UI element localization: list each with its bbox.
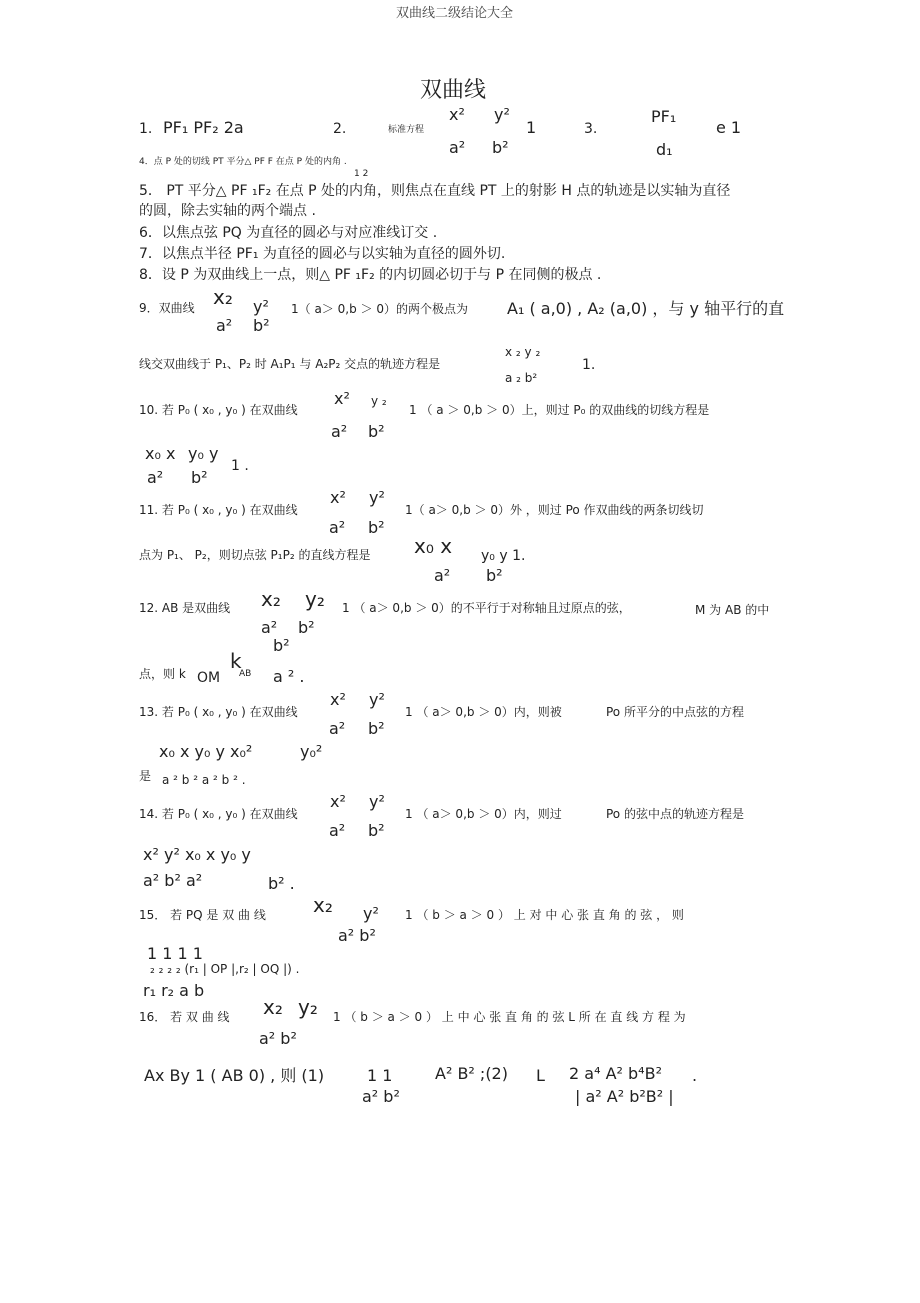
item-16-j: 2 a⁴ A² b⁴B² (569, 1064, 662, 1083)
item-2-text: 标准方程 (388, 125, 425, 135)
item-15-h: r₁ r₂ a b (143, 981, 205, 1000)
item-14-g: Po 的弦中点的轨迹方程是 (606, 807, 744, 821)
item-10-e: b² (368, 422, 385, 441)
item-13-g: Po 所平分的中点弦的方程 (606, 705, 744, 719)
item-13-i: y₀² (300, 742, 323, 761)
item-13-h: x₀ x y₀ y x₀² (159, 742, 253, 761)
item-12-k: k (230, 649, 242, 673)
item-10-a: 10. 若 P₀ ( x₀ , y₀ ) 在双曲线 (139, 403, 298, 417)
item-13-d: a² (329, 719, 346, 738)
item-9-h: 线交双曲线于 P₁、P₂ 时 A₁P₁ 与 A₂P₂ 交点的轨迹方程是 (139, 357, 441, 371)
item-14-f: 1 （ a＞ 0,b ＞ 0）内，则过 (405, 807, 562, 821)
item-16-m: | a² A² b²B² | (575, 1087, 674, 1106)
item-1-formula: PF₁ PF₂ 2a (163, 118, 244, 137)
item-2-y-num: y² (494, 105, 510, 124)
item-15-g: ₂ ₂ ₂ ₂ (r₁ | OP |,r₂ | OQ |) . (150, 962, 300, 976)
item-9-f: 1（ a＞ 0,b ＞ 0）的两个极点为 (291, 302, 468, 316)
item-14-i: a² b² a² (143, 871, 203, 890)
item-14-h: x² y² x₀ x y₀ y (143, 845, 251, 864)
item-11-h: x₀ x (414, 534, 453, 558)
item-5-line2: 的圆，除去实轴的两个端点 . (139, 203, 316, 219)
item-9-e: b² (253, 316, 270, 335)
item-12-e: b² (298, 618, 315, 637)
item-3-num: PF₁ (651, 107, 677, 126)
item-10-h: y₀ y (188, 444, 219, 463)
item-14-e: b² (368, 821, 385, 840)
item-16-g: 1 1 (367, 1066, 393, 1085)
item-12-a: 12. AB 是双曲线 (139, 601, 231, 615)
item-13-k: a ² b ² a ² b ² . (162, 773, 246, 787)
item-15-b: x₂ (313, 893, 333, 917)
item-2-equals: 1 (526, 118, 537, 137)
item-16-l: a² b² (362, 1087, 400, 1106)
item-16-e: 1 （ b ＞ a ＞ 0 ） 上 中 心 张 直 角 的 弦 L 所 在 直 线 方 程 为 (333, 1010, 686, 1024)
item-12-c: y₂ (305, 587, 325, 611)
item-12-d: a² (261, 618, 278, 637)
item-15-f: 1 1 1 1 (147, 944, 203, 963)
item-10-j: b² (191, 468, 208, 487)
item-5-line1: 5． PT 平分△ PF ₁F₂ 在点 P 处的内角，则焦点在直线 PT 上的射影 H 点的轨迹是以实轴为直径 (139, 183, 731, 199)
item-10-c: y ₂ (371, 394, 387, 408)
item-14-d: a² (329, 821, 346, 840)
item-10-d: a² (331, 422, 348, 441)
item-16-c: y₂ (298, 995, 318, 1019)
item-13-a: 13. 若 P₀ ( x₀ , y₀ ) 在双曲线 (139, 705, 298, 719)
item-9-c: y² (253, 297, 269, 316)
item-3-den: d₁ (656, 140, 673, 159)
item-11-a: 11. 若 P₀ ( x₀ , y₀ ) 在双曲线 (139, 503, 298, 517)
item-13-c: y² (369, 690, 385, 709)
item-12-l: AB (239, 669, 252, 679)
item-9-b: x₂ (213, 285, 233, 309)
item-15-e: 1 （ b ＞ a ＞ 0 ） 上 对 中 心 张 直 角 的 弦 ， 则 (405, 908, 684, 922)
item-9-a: 9．双曲线 (139, 301, 195, 315)
item-11-j: a² (434, 566, 451, 585)
item-13-e: b² (368, 719, 385, 738)
item-11-k: b² (486, 566, 503, 585)
item-10-k: 1 . (231, 458, 249, 474)
item-11-d: a² (329, 518, 346, 537)
item-16-d: a² b² (259, 1029, 297, 1048)
item-2-x-den: a² (449, 138, 466, 157)
item-2-y-den: b² (492, 138, 509, 157)
page-title: 双曲线 (420, 78, 487, 103)
item-15-d: a² b² (338, 926, 376, 945)
item-8-text: 8．设 P 为双曲线上一点，则△ PF ₁F₂ 的内切圆必切于与 P 在同侧的极点 . (139, 267, 602, 283)
item-14-b: x² (330, 792, 346, 811)
item-10-g: x₀ x (145, 444, 176, 463)
item-11-i: y₀ y 1. (481, 548, 526, 564)
page-header: 双曲线二级结论大全 (396, 6, 514, 21)
item-9-d: a² (216, 316, 233, 335)
item-13-b: x² (330, 690, 346, 709)
item-2-x-num: x² (449, 105, 465, 124)
item-11-c: y² (369, 488, 385, 507)
item-12-f: 1 （ a＞ 0,b ＞ 0）的不平行于对称轴且过原点的弦， (342, 601, 631, 615)
item-16-i: L (536, 1066, 545, 1085)
item-2-number: 2. (333, 121, 347, 137)
item-12-h: b² (273, 636, 290, 655)
item-16-h: A² B² ;(2) (435, 1064, 508, 1083)
item-16-b: x₂ (263, 995, 283, 1019)
item-9-g: A₁ ( a,0) , A₂ (a,0) ，与 y 轴平行的直 (507, 299, 785, 318)
item-14-c: y² (369, 792, 385, 811)
item-4-sub: 1 2 (354, 169, 369, 179)
item-16-f: Ax By 1 ( AB 0) , 则 (1) (144, 1066, 325, 1085)
item-12-g: M 为 AB 的中 (695, 603, 770, 617)
item-12-b: x₂ (261, 587, 281, 611)
item-6-text: 6．以焦点弦 PQ 为直径的圆必与对应准线订交 . (139, 225, 438, 241)
item-16-a: 16． 若 双 曲 线 (139, 1010, 230, 1024)
item-11-e: b² (368, 518, 385, 537)
item-9-j: a ₂ b² (505, 371, 538, 385)
item-16-k: . (692, 1066, 698, 1085)
item-14-a: 14. 若 P₀ ( x₀ , y₀ ) 在双曲线 (139, 807, 298, 821)
item-12-i: 点，则 k (139, 667, 186, 681)
item-9-k: 1. (582, 357, 596, 373)
item-12-m: a ² . (273, 667, 305, 686)
item-3-value: e 1 (716, 118, 742, 137)
item-10-b: x² (334, 389, 350, 408)
item-9-i: x ₂ y ₂ (505, 345, 541, 359)
item-11-f: 1（ a＞ 0,b ＞ 0）外 ，则过 Po 作双曲线的两条切线切 (405, 503, 704, 517)
item-15-a: 15． 若 PQ 是 双 曲 线 (139, 908, 266, 922)
item-11-g: 点为 P₁、 P₂，则切点弦 P₁P₂ 的直线方程是 (139, 548, 371, 562)
item-14-j: b² . (268, 874, 295, 893)
item-10-f: 1 （ a ＞ 0,b ＞ 0）上，则过 P₀ 的双曲线的切线方程是 (409, 403, 710, 417)
item-13-f: 1 （ a＞ 0,b ＞ 0）内，则被 (405, 705, 562, 719)
item-3-number: 3. (584, 121, 598, 137)
item-11-b: x² (330, 488, 346, 507)
item-12-j: OM (197, 670, 221, 686)
item-7-text: 7．以焦点半径 PF₁ 为直径的圆必与以实轴为直径的圆外切. (139, 246, 506, 262)
item-15-c: y² (363, 904, 379, 923)
item-4-text: 4．点 P 处的切线 PT 平分△ PF F 在点 P 处的内角 . (139, 157, 347, 167)
item-10-i: a² (147, 468, 164, 487)
item-1-number: 1. (139, 121, 153, 137)
item-13-j: 是 (139, 769, 152, 783)
